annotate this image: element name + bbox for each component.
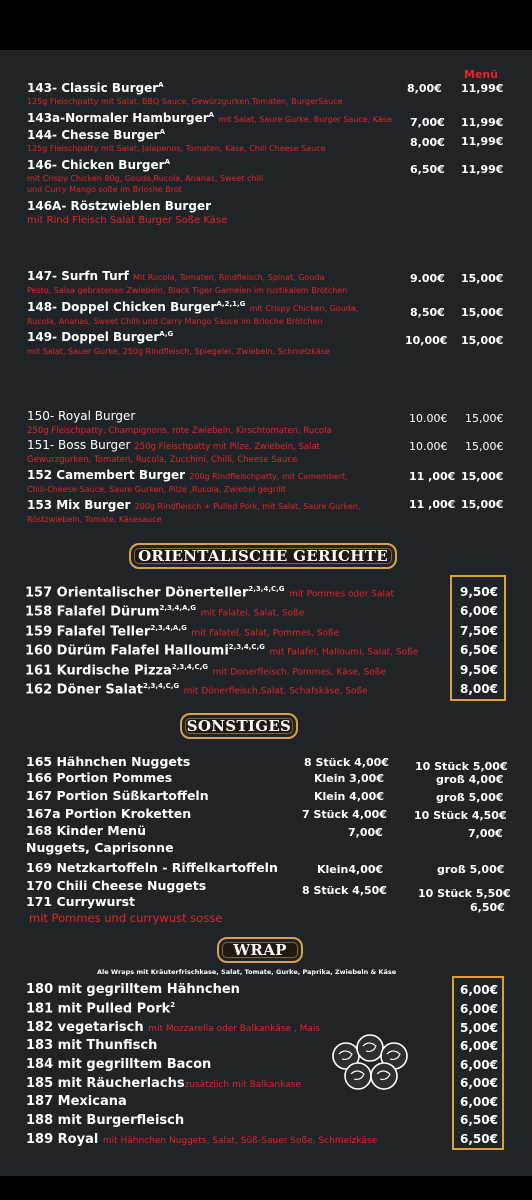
item-menu-price: 15,00€	[461, 470, 504, 483]
wrap-item-name: 182 vegetarisch mit Mozzarella oder Balkankäse , Mais	[26, 1020, 321, 1035]
item-name: 146- Chicken Burger$^A$	[27, 158, 170, 172]
sonstiges-item-name: 168 Kinder Menü	[26, 823, 146, 838]
item-menu-price: 15,00€	[461, 306, 504, 319]
sonstiges-price-small: Klein4,00€	[317, 863, 384, 876]
menu-column-header: Menü	[464, 68, 499, 81]
sonstiges-price-small: Klein 3,00€	[314, 772, 384, 785]
oriental-price: 9,50€	[460, 585, 498, 599]
wrap-item-name: 181 mit Pulled Pork$^2$	[26, 1001, 176, 1017]
item-name: 153 Mix Burger 200g Rindfleisch + Pulled Pork, mit Salat, Saure Gurken,	[27, 498, 361, 512]
wrap-subtitle: Ale Wraps mit Kräuterfrischkase, Salat, Tomate, Gurke, Paprika, Zwiebeln & Käse	[97, 968, 397, 976]
wrap-price: 6,00€	[460, 1039, 498, 1053]
item-description: 125g Fleischpatty mit Salat, Jalapenos, Tomaten, Käse, Chili Cheese Sauce	[27, 144, 326, 153]
sonstiges-price-large: 10 Stück 5,00€	[415, 760, 508, 773]
item-price: 7,00€	[410, 116, 445, 129]
wrap-price: 6,00€	[460, 983, 498, 997]
sonstiges-item-name: 166 Portion Pommes	[26, 770, 173, 785]
item-menu-price: 15,00€	[465, 412, 504, 425]
section-header-orientalische: ORIENTALISCHE GERICHTE	[129, 543, 397, 569]
sonstiges-price-large: groß 5,00€	[437, 863, 505, 876]
sonstiges-price-small: 8 Stück 4,50€	[302, 884, 387, 897]
wrap-price: 6,00€	[460, 1002, 498, 1016]
sonstiges-item-name: 165 Hähnchen Nuggets	[26, 754, 191, 769]
item-name: 149- Doppel Burger$^{A,G}$	[27, 330, 174, 344]
wrap-price: 5,00€	[460, 1021, 498, 1035]
wrap-item-name: 184 mit gegrilltem Bacon	[26, 1057, 212, 1072]
section-header-wrap: WRAP	[217, 937, 303, 963]
sonstiges-price-small: 7 Stück 4,00€	[302, 808, 387, 821]
item-menu-price: 11,99€	[461, 82, 504, 95]
wrap-rolls-illustration	[328, 1032, 414, 1094]
item-price: 10,00€	[405, 334, 448, 347]
oriental-price: 6,00€	[460, 604, 498, 618]
oriental-item-name: 162 Döner Salat$^{2,3,4,C,G}$ mit Dönerfleisch,Salat, Schafskäse, Soße	[25, 682, 368, 698]
item-name: 143- Classic Burger$^A$	[27, 81, 164, 95]
sonstiges-price-small: Klein 4,00€	[314, 790, 384, 803]
item-menu-price: 11,99€	[461, 163, 504, 176]
item-description-line2: Rucola, Ananas, Sweet Chilli und Carry Mango Sauce im Brioche Brötchen	[27, 317, 323, 326]
oriental-price: 8,00€	[460, 682, 498, 696]
item-menu-price: 11,99€	[461, 116, 504, 129]
item-price: 10.00€	[409, 440, 448, 453]
oriental-price: 6,50€	[460, 643, 498, 657]
section-header-sonstiges: SONSTIGES	[180, 713, 298, 739]
item-price: 11 ,00€	[409, 498, 456, 511]
item-name: 151- Boss Burger 250g Fleischpatty mit Pilze, Zwiebeln, Salat	[27, 438, 321, 452]
wrap-price: 6,50€	[460, 1132, 498, 1146]
item-description-line2: Chili-Cheese-Sauce, Saure Gurken, Pilze ,Rucola, Zwiebel gegrillt	[27, 485, 286, 494]
oriental-item-name: 161 Kurdische Pizza$^{2,3,4,C,G}$ mit Donerfleisch, Pommes, Käse, Soße	[25, 663, 387, 679]
sonstiges-item-name: 167 Portion Süßkartoffeln	[26, 788, 209, 803]
item-name: 146A- Röstzwieblen Burger	[27, 199, 211, 213]
oriental-price: 9,50€	[460, 663, 498, 677]
item-description-line2: Pesto, Salsa gebratenen Zwiebeln, Black Tiger Garnelen im rustikalem Brötchen	[27, 286, 348, 295]
item-price: 9.00€	[410, 272, 445, 285]
wrap-item-name: 188 mit Burgerfleisch	[26, 1113, 185, 1128]
sonstiges-price-small: 7,00€	[348, 826, 383, 839]
item-name: 148- Doppel Chicken Burger$^{A,2,1,G}$ mit Crispy Chicken, Gouda,	[27, 300, 359, 314]
wrap-price: 6,00€	[460, 1058, 498, 1072]
wrap-price: 6,00€	[460, 1095, 498, 1109]
wrap-item-name: 189 Royal mit Hähnchen Nuggets, Salat, Süß-Sauer Soße, Schmelzkäse	[26, 1132, 378, 1147]
wrap-item-name: 180 mit gegrilltem Hähnchen	[26, 982, 240, 997]
item-name: 144- Chesse Burger$^A$	[27, 128, 165, 142]
item-description-line2: und Curry Mango soße im Brioshe Brot	[27, 185, 182, 194]
item-description-line2: mit Salat, Sauer Gurke, 250g Rindfleisch, Spiegelei, Zwiebeln, Schmelzkäse	[27, 347, 330, 356]
oriental-item-name: 160 Dürüm Falafel Halloumi$^{2,3,4,C,G}$ mit Falafel, Halloumi, Salat, Soße	[25, 643, 419, 659]
sonstiges-price-small: 8 Stück 4,00€	[304, 756, 389, 769]
item-price: 11 ,00€	[409, 470, 456, 483]
sonstiges-item-name: 169 Netzkartoffeln - Riffelkartoffeln	[26, 860, 278, 875]
item-name: 143a-Normaler Hamburger$^A$ mit Salat, Saure Gurke, Burger Sauce, Käse	[27, 111, 392, 125]
item-description-line2: Röstzwiebeln, Tomate, Käsesauce	[27, 515, 162, 524]
item-price: 6,50€	[410, 163, 445, 176]
sonstiges-item-name: 170 Chili Cheese Nuggets	[26, 878, 207, 893]
sonstiges-price-large: 10 Stück 5,50€	[418, 887, 511, 900]
item-description: mit Crispy Chicken 80g, Gouda,Rucola, Ananas, Sweet chili	[27, 174, 264, 183]
oriental-item-name: 158 Falafel Dürum$^{2,3,4,A,G}$ mit Falatel, Salat, Soße	[25, 604, 305, 620]
sonstiges-item-name: 171 Currywurst	[26, 894, 136, 909]
oriental-price: 7,50€	[460, 624, 498, 638]
item-price: 8,00€	[407, 82, 442, 95]
item-menu-price: 11,99€	[461, 135, 504, 148]
item-price: 8,50€	[410, 306, 445, 319]
sonstiges-item-name-line2: Nuggets, Caprisonne	[26, 840, 174, 855]
wrap-item-name: 187 Mexicana	[26, 1094, 127, 1109]
item-name: 152 Camembert Burger 200g Rindfleischpatty, mit Camembert,	[27, 468, 348, 482]
item-menu-price: 15,00€	[461, 498, 504, 511]
item-price: 8,00€	[410, 136, 445, 149]
sonstiges-price-large: 7,00€	[468, 827, 503, 840]
oriental-item-name: 159 Falafel Teller$^{2,3,4,A,G}$ mit Falatel, Salat, Pommes, Soße	[25, 624, 340, 640]
wrap-item-name: 185 mit Räucherlachszusätzlich mit Balkankase	[26, 1076, 301, 1091]
wrap-price: 6,00€	[460, 1076, 498, 1090]
oriental-item-name: 157 Orientalischer Dönerteller$^{2,3,4,C,G}$ mit Pommes oder Salat	[25, 585, 395, 601]
item-menu-price: 15,00€	[465, 440, 504, 453]
item-description: 125g Fleischpatty mit Salat, BBQ Sauce, Gewürzgurken,Tomaten, BurgerSauce	[27, 97, 343, 106]
item-description-line2: 250g Fleischpatty, Champignons, rote Zwiebeln, Kirschtomaten, Rucola	[27, 426, 332, 436]
menu-page	[0, 50, 532, 1176]
sonstiges-price-large: groß 4,00€	[436, 773, 504, 786]
wrap-item-name: 183 mit Thunfisch	[26, 1038, 158, 1053]
sonstiges-item-name: 167a Portion Kroketten	[26, 806, 192, 821]
item-description-line2: Gewurzgurken, Tomaten, Rucola, Zucchini, Chilli, Cheese Sauce	[27, 455, 298, 465]
wrap-price: 6,50€	[460, 1113, 498, 1127]
item-name: 147- Surfn Turf Mit Rucola, Tomaten, Rindfleisch, Spinat, Gouda	[27, 269, 325, 283]
sonstiges-price-large: 10 Stück 4,50€	[414, 809, 507, 822]
sonstiges-price-large: 6,50€	[470, 901, 505, 914]
item-description: mit Rind Fleisch Salat Burger Soße Käse	[27, 215, 228, 226]
item-price: 10.00€	[409, 412, 448, 425]
item-menu-price: 15,00€	[461, 334, 504, 347]
sonstiges-item-description: mit Pommes und currywust sosse	[29, 911, 223, 925]
sonstiges-price-large: groß 5,00€	[436, 791, 504, 804]
item-menu-price: 15,00€	[461, 272, 504, 285]
item-name: 150- Royal Burger	[27, 409, 136, 423]
